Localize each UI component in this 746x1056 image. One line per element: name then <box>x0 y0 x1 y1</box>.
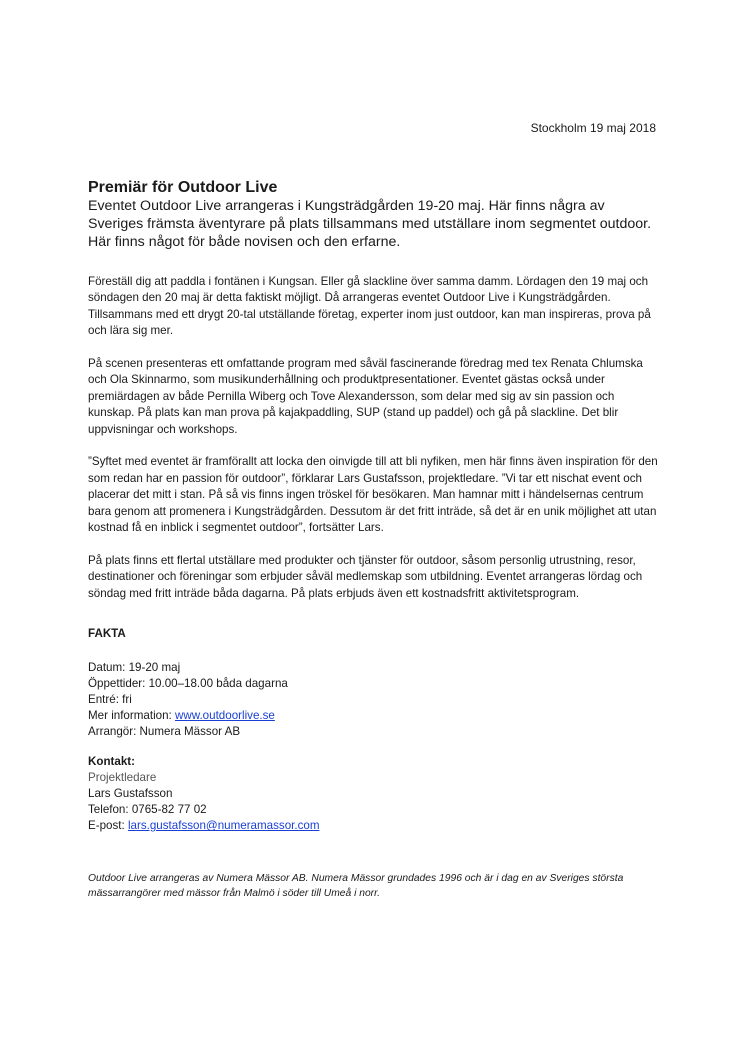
paragraph: ”Syftet med eventet är framförallt att locka den oinvigde till att bli nyfiken, men här finns även inspiration för den som redan har en passion för outdoor”, förklarar Lars Gustafsson, projektledare. ”Vi tar ett nischat event och placerar det mitt i stan. På så vis finns ingen tröskel för besökaren. Man hamnar mitt i händelsernas centrum bara genom att promenera i Kungsträdgården. Dessutom är det fritt inträde, så det är en unik möjlighet att utan kostnad få en inblick i segmentet outdoor”, fortsätter Lars. <box>88 455 658 535</box>
contact-name: Lars Gustafsson <box>88 787 173 801</box>
facts-date: Datum: 19-20 maj <box>88 661 181 675</box>
paragraph: Föreställ dig att paddla i fontänen i Kungsan. Eller gå slackline över samma damm. Lördagen den 19 maj och söndagen den 20 maj är detta faktiskt möjligt. Då arrangeras eventet Outdoor Live i Kungsträdgården. Tillsammans med ett drygt 20-tal utställande företag, experter inom just outdoor, kan man inspireras, prova på och lära sig mer. <box>88 274 651 338</box>
contact-role: Projektledare <box>88 771 157 785</box>
more-info-label: Mer information: <box>88 709 175 723</box>
email-label: E-post: <box>88 819 128 833</box>
contact-phone: Telefon: 0765-82 77 02 <box>88 803 207 817</box>
contact-block <box>88 754 660 834</box>
email-link[interactable]: lars.gustafsson@numeramassor.com <box>127 819 320 833</box>
facts-heading: FAKTA <box>88 627 126 641</box>
website-link[interactable]: www.outdoorlive.se <box>174 709 275 723</box>
paragraph: På plats finns ett flertal utställare med produkter och tjänster för outdoor, såsom personlig utrustning, resor, destinationer och föreningar som erbjuder såväl medlemskap som utbildning. Eventet arrangeras lördag och söndag med fritt inträde båda dagarna. På plats erbjuds även ett kostnadsfritt aktivitetsprogram. <box>88 553 643 600</box>
facts-more-info <box>88 708 660 724</box>
article-body <box>88 178 660 901</box>
dateline: Stockholm 19 maj 2018 <box>530 121 656 135</box>
footer-note: Outdoor Live arrangeras av Numera Mässor AB. Numera Mässor grundades 1996 och är i dag en av Sveriges största mässarrangörer med mässor från Malmö i söder till Umeå i norr. <box>88 873 624 900</box>
contact-email <box>88 818 660 834</box>
ingress: Eventet Outdoor Live arrangeras i Kungsträdgården 19-20 maj. Här finns några av Sveriges främsta äventyrare på plats tillsammans med utställare inom segmentet outdoor. Här finns något för både novisen och den erfarne. <box>88 198 652 251</box>
facts-block <box>88 660 660 740</box>
page-title: Premiär för Outdoor Live <box>88 179 278 196</box>
contact-heading: Kontakt: <box>88 755 136 769</box>
paragraph: På scenen presenteras ett omfattande program med såväl fascinerande föredrag med tex Renata Chlumska och Ola Skinnarmo, som musikunderhållning och produktpresentationer. Eventet gästas också under premiärdagen av både Pernilla Wiberg och Tove Alexandersson, som delar med sig av sin passion och kunskap. På plats kan man prova på kajakpaddling, SUP (stand up paddel) och gå på slackline. Det blir uppvisningar och workshops. <box>88 356 643 436</box>
facts-hours: Öppettider: 10.00–18.00 båda dagarna <box>88 677 288 691</box>
facts-organizer: Arrangör: Numera Mässor AB <box>88 725 241 739</box>
facts-entry: Entré: fri <box>88 693 132 707</box>
